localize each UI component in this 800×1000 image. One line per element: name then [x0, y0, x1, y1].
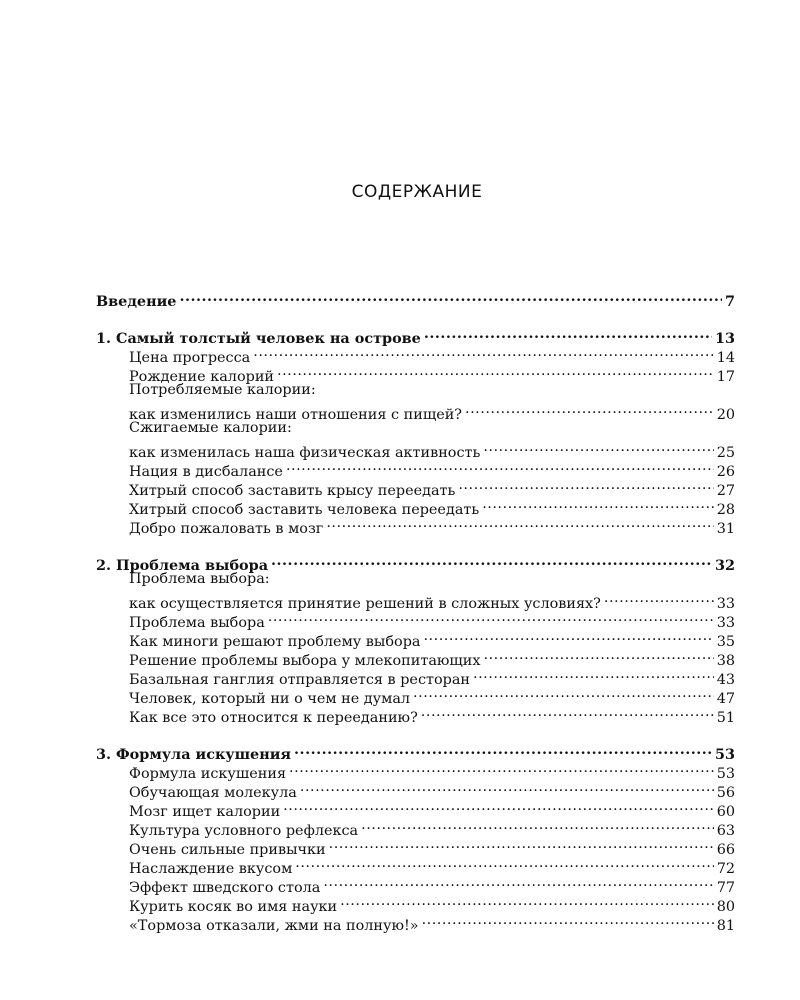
dot-leader [283, 797, 714, 816]
toc-entry-page: 20 [716, 407, 735, 423]
toc-entry-page: 25 [716, 445, 735, 461]
dot-leader [340, 892, 714, 911]
toc-entry-page: 33 [716, 596, 735, 612]
toc-entry-title: Культура условного рефлекса [129, 823, 359, 839]
toc-entry-title: Хитрый способ заставить человека переедать [129, 502, 480, 518]
toc-entry-page: 56 [716, 785, 735, 801]
dot-leader [253, 343, 713, 362]
toc-entry-title: Мозг ищет калории [129, 804, 281, 820]
toc-entry-page: 28 [716, 502, 735, 518]
toc-entry-title: Очень сильные привычки [129, 842, 326, 858]
dot-leader [271, 551, 712, 570]
toc-entry-page: 53 [716, 766, 735, 782]
toc-entry-title: Как миноги решают проблему выбора [129, 634, 421, 650]
dot-leader [483, 438, 713, 457]
toc-entry-lead-line: Сжигаемые калории: [129, 420, 292, 436]
toc-chapter-title: 3. Формула искушения [96, 746, 292, 763]
dot-leader [300, 778, 714, 797]
dot-leader [473, 665, 714, 684]
page-title: СОДЕРЖАНИЕ [351, 182, 483, 202]
toc-chapter-title: 1. Самый толстый человек на острове [96, 330, 421, 347]
dot-leader [294, 740, 712, 759]
toc-entry-page: 66 [716, 842, 735, 858]
toc-entry-title: Нация в дисбалансе [129, 464, 283, 480]
dot-leader [295, 854, 713, 873]
toc-entry-title: Формула искушения [129, 766, 287, 782]
toc-entry-page: 38 [716, 653, 735, 669]
toc-chapter-page: 13 [714, 330, 735, 347]
toc-entry-page: 72 [716, 861, 735, 877]
toc-entry-title: Проблема выбора [129, 615, 265, 631]
dot-leader [329, 835, 714, 854]
dot-leader [413, 684, 714, 703]
toc-entry-title: Эффект шведского стола [129, 880, 321, 896]
toc-entry-lead-line: Проблема выбора: [129, 571, 270, 587]
dot-leader [458, 476, 713, 495]
toc-entry [96, 400, 735, 423]
toc-entry-page: 63 [716, 823, 735, 839]
toc-entry-page: 51 [716, 710, 735, 726]
toc-entry-page: 17 [716, 369, 735, 385]
dot-leader [277, 362, 714, 381]
toc-entry-title: Как все это относится к перееданию? [129, 710, 418, 726]
toc-entry-title: Курить косяк во имя науки [129, 899, 338, 915]
dot-leader [424, 324, 712, 343]
toc-section-chapter-2 [96, 551, 735, 726]
toc-entry-page: 60 [716, 804, 735, 820]
toc-entry-page: 43 [716, 672, 735, 688]
toc-entry-title: Наслаждение вкусом [129, 861, 293, 877]
toc-entry-title: Рождение калорий [129, 369, 275, 385]
toc-entry-title: Обучающая молекула [129, 785, 297, 801]
toc-entry-page: 14 [716, 350, 735, 366]
toc-entry-page: 81 [716, 918, 735, 934]
dot-leader [421, 703, 714, 722]
toc-entry-title: Введение [96, 293, 177, 310]
toc-entry-page: 35 [716, 634, 735, 650]
toc-entry [96, 589, 735, 612]
dot-leader [323, 873, 713, 892]
toc-section-intro [96, 287, 735, 310]
toc-entry-title: как осуществляется принятие решений в сложных условиях? [129, 596, 601, 612]
toc-entry-title: как изменилась наша физическая активность [129, 445, 481, 461]
toc-entry-title: Решение проблемы выбора у млекопитающих [129, 653, 481, 669]
toc-entry-page: 26 [716, 464, 735, 480]
toc-chapter-entry [96, 551, 735, 574]
toc-entry-page: 31 [716, 521, 735, 537]
toc-entry-title: Цена прогресса [129, 350, 251, 366]
table-of-contents [96, 287, 735, 948]
dot-leader [179, 287, 722, 306]
toc-entry-page: 47 [716, 691, 735, 707]
toc-entry-page: 77 [716, 880, 735, 896]
toc-entry-intro [96, 287, 735, 310]
dot-leader [465, 400, 714, 419]
toc-entry-page: 7 [724, 293, 735, 310]
toc-chapter-entry [96, 324, 735, 347]
dot-leader [289, 759, 714, 778]
toc-entry-title: «Тормоза отказали, жми на полную!» [129, 918, 419, 934]
toc-chapter-page: 32 [714, 557, 735, 574]
dot-leader [482, 495, 713, 514]
toc-entry-page: 80 [716, 899, 735, 915]
toc-section-chapter-3 [96, 740, 735, 934]
dot-leader [423, 627, 713, 646]
toc-entry-lead-line: Потребляемые калории: [129, 382, 316, 398]
toc-entry-title: как изменились наши отношения с пищей? [129, 407, 463, 423]
dot-leader [361, 816, 714, 835]
toc-entry [96, 438, 735, 461]
toc-entry-page: 27 [716, 483, 735, 499]
toc-chapter-page: 53 [714, 746, 735, 763]
dot-leader [268, 608, 714, 627]
toc-chapter-title: 2. Проблема выбора [96, 557, 269, 574]
dot-leader [422, 911, 714, 930]
dot-leader [484, 646, 714, 665]
toc-entry-title: Хитрый способ заставить крысу переедать [129, 483, 456, 499]
toc-chapter-entry [96, 740, 735, 763]
toc-entry-title: Базальная ганглия отправляется в ресторан [129, 672, 471, 688]
toc-entry-title: Человек, который ни о чем не думал [129, 691, 411, 707]
dot-leader [286, 457, 714, 476]
dot-leader [604, 589, 714, 608]
toc-section-chapter-1 [96, 324, 735, 537]
toc-entry-page: 33 [716, 615, 735, 631]
toc-entry-title: Добро пожаловать в мозг [129, 521, 324, 537]
dot-leader [326, 514, 713, 533]
